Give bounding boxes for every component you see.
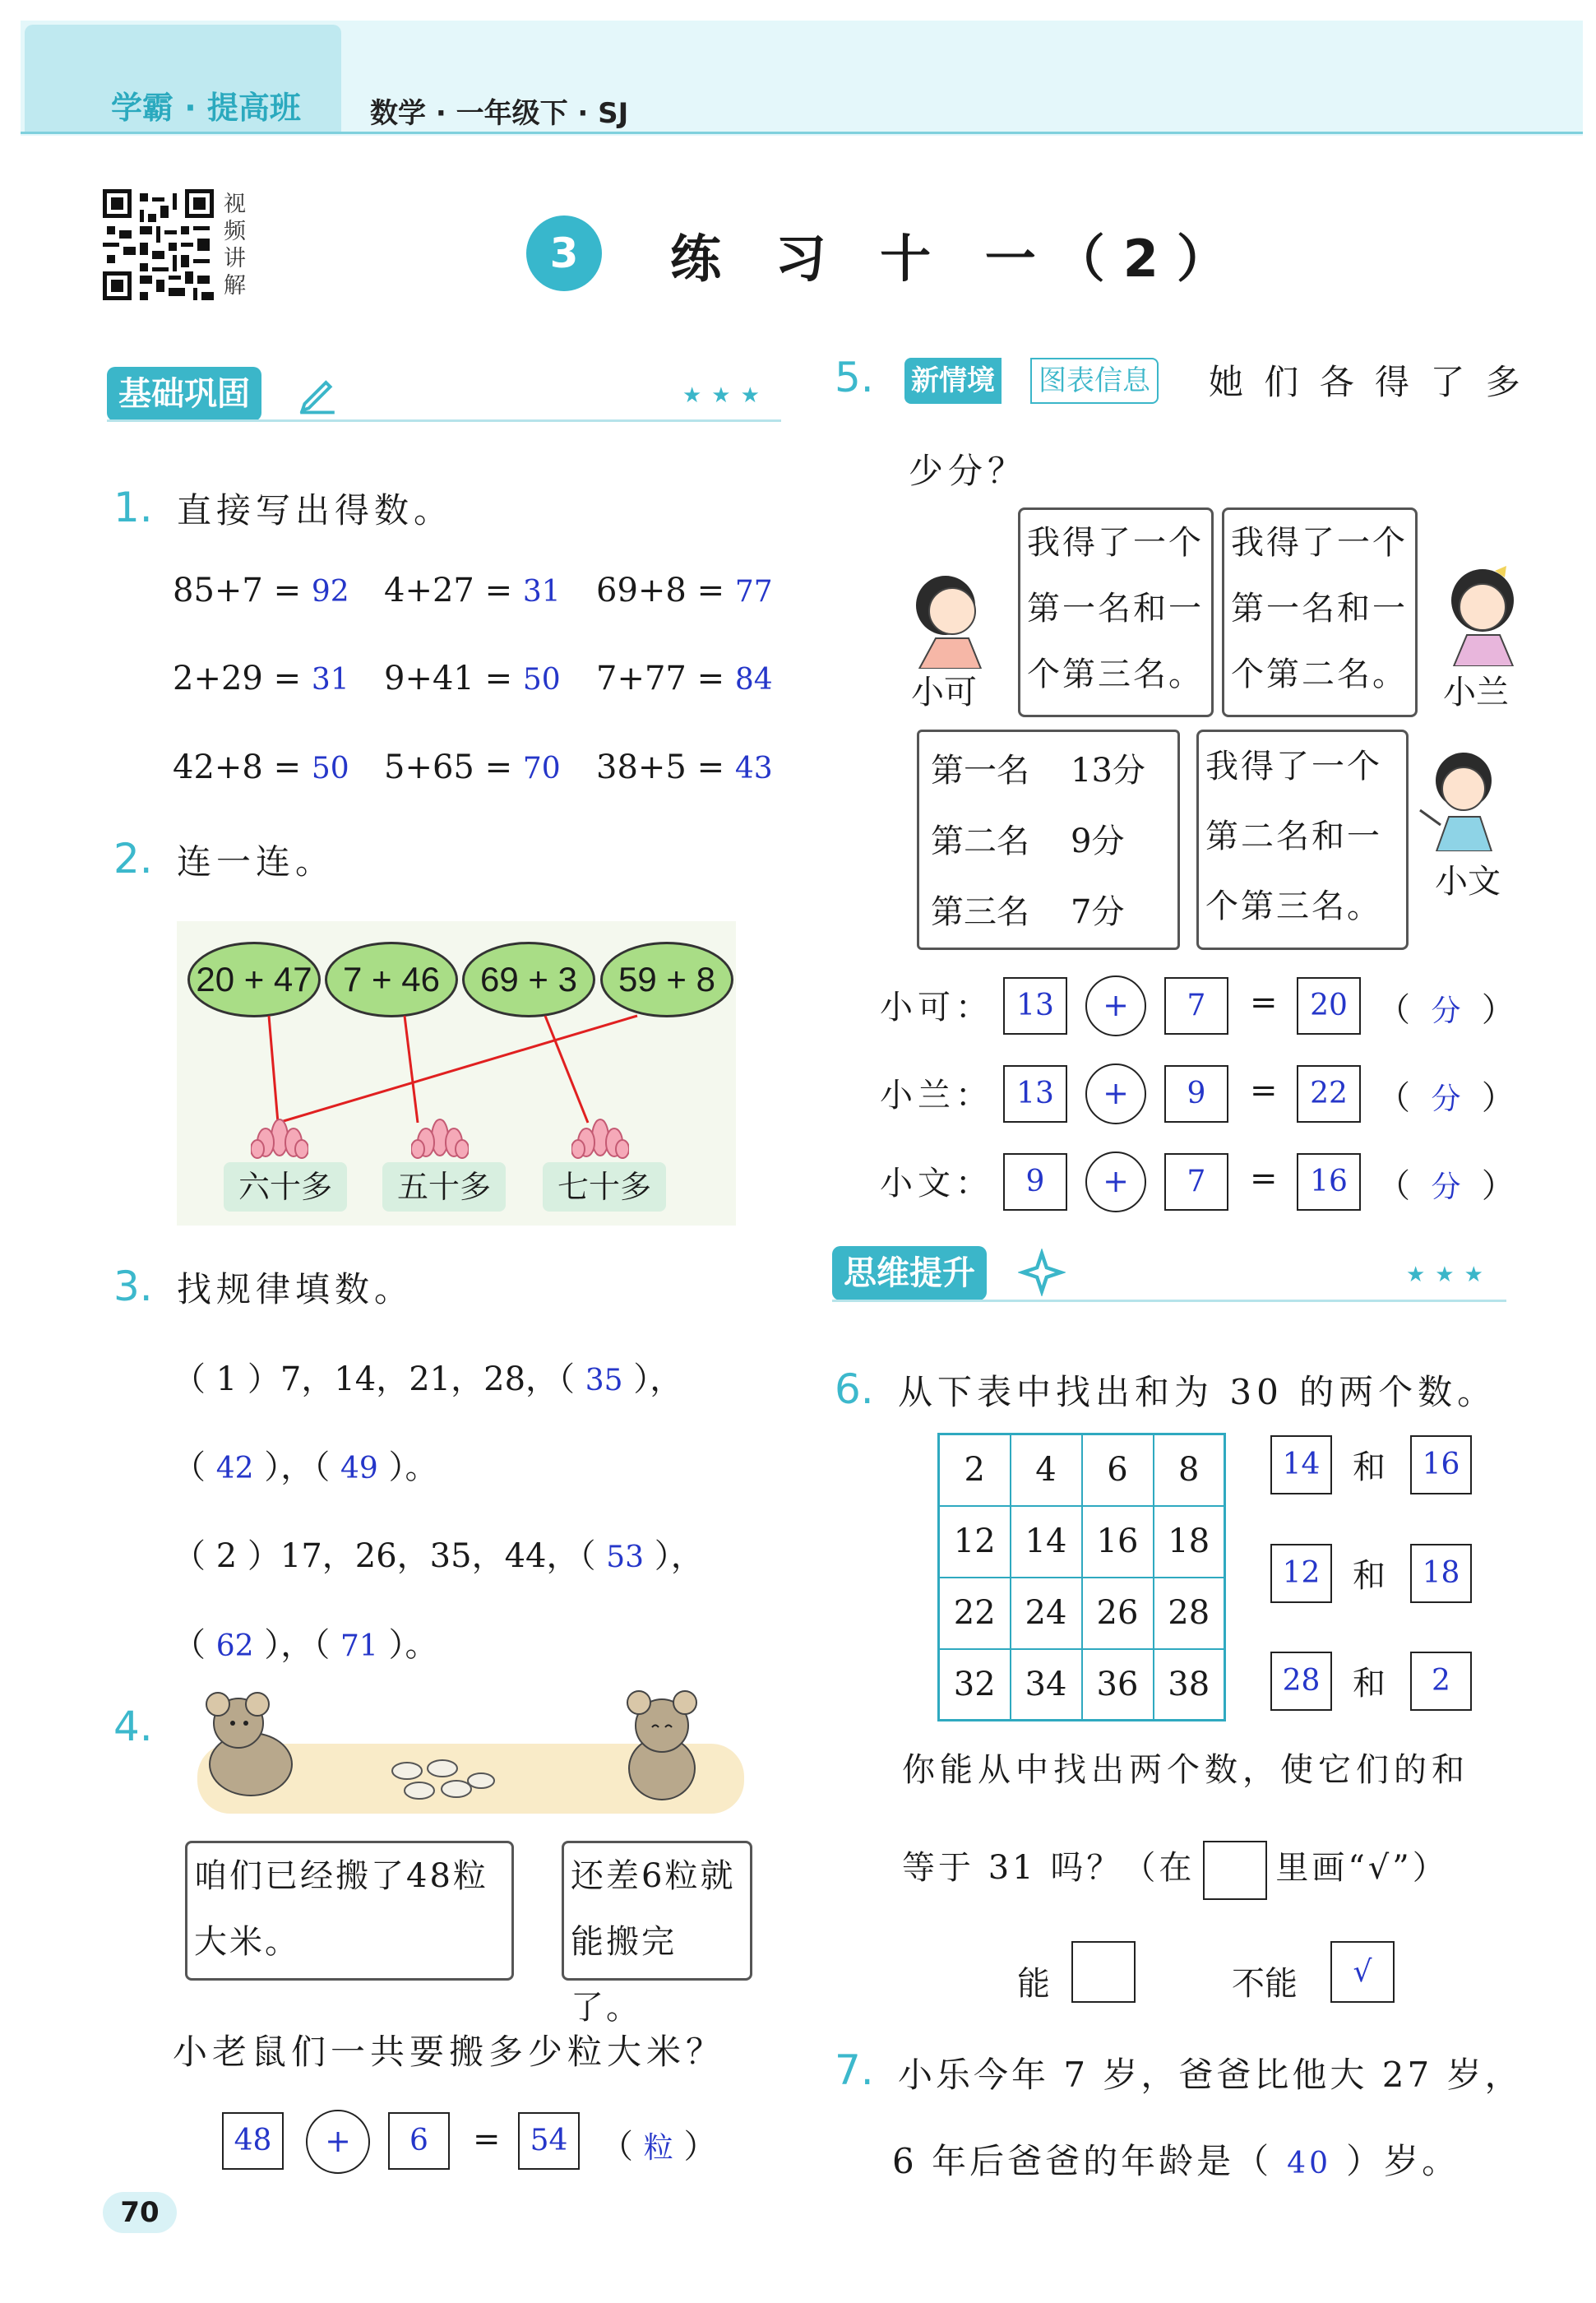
answer-box[interactable]: 9 — [1003, 1153, 1067, 1211]
q4-question: 小老鼠们一共要搬多少粒大米？ — [173, 2032, 726, 2072]
book-subtitle: 数学 · 一年级下 · SJ — [370, 97, 629, 130]
score-row: 第二名 9分 — [931, 822, 1125, 860]
q1-prompt: 直接写出得数。 — [177, 490, 454, 531]
mouse-icon — [193, 1686, 300, 1801]
unit-badge: 3 — [526, 215, 602, 291]
pair-answer-box[interactable]: 28 — [1270, 1652, 1332, 1711]
score-row: 第三名 7分 — [931, 893, 1125, 931]
tag-new-scenario: 新情境 — [904, 358, 1002, 404]
lotus-icon — [251, 1114, 308, 1160]
header-line — [21, 132, 1583, 134]
q1-item: 85+7 = 92 — [173, 572, 349, 609]
unit-paren: （ 分 ） — [1377, 1079, 1515, 1117]
sparkle-star-icon — [1018, 1249, 1066, 1296]
answer-box[interactable]: 9 — [1164, 1065, 1228, 1123]
q7-line2: 6 年后爸爸的年龄是（ 40 ）岁。 — [892, 2141, 1460, 2181]
q3-number: 3. — [113, 1263, 153, 1310]
q7-line1: 小乐今年 7 岁，爸爸比他大 27 岁， — [898, 2055, 1523, 2095]
score-row: 第一名 13分 — [931, 752, 1145, 790]
girl-xiaowen-icon — [1416, 744, 1506, 851]
qr-code-icon[interactable] — [103, 189, 214, 300]
answer-box[interactable]: 7 — [1164, 1153, 1228, 1211]
brand-name: 学霸 · 提高班 — [111, 90, 301, 126]
score-table — [917, 730, 1180, 950]
operator-circle[interactable]: + — [1085, 1063, 1146, 1124]
q5-prompt: 她 们 各 得 了 多 — [1209, 362, 1525, 402]
can-label: 能 — [1017, 1965, 1050, 2003]
target-label[interactable]: 五十多 — [382, 1162, 506, 1212]
number-grid: 2 4 6 8 12 14 16 18 22 24 26 28 32 34 36 38 — [937, 1433, 1226, 1721]
girl-xiaoke-icon — [903, 566, 993, 669]
q1-item: 38+5 = 43 — [596, 748, 773, 786]
speech-bubble-mouse1: 咱们已经搬了48粒 大米。 — [185, 1841, 514, 1981]
kid-name: 小可 — [911, 674, 977, 711]
q1-item: 42+8 = 50 — [173, 748, 349, 786]
difficulty-stars: ★★★ — [1406, 1263, 1493, 1287]
equals-sign: = — [473, 2120, 501, 2158]
q6-prompt: 从下表中找出和为 30 的两个数。 — [898, 1372, 1497, 1412]
q4-operator-circle[interactable]: + — [306, 2110, 370, 2174]
row-label: 小可： — [880, 989, 993, 1026]
line-59+8-to-50s — [278, 1016, 637, 1123]
difficulty-stars: ★★★ — [682, 383, 770, 408]
section-basic-label: 基础巩固 — [107, 367, 261, 421]
equals-sign: = — [1250, 1072, 1278, 1110]
speech-bubble-mouse2: 还差6粒就 能搬完了。 — [562, 1841, 752, 1981]
row-label: 小文： — [880, 1165, 993, 1202]
kid-name: 小兰 — [1443, 674, 1509, 711]
section-thinking-label: 思维提升 — [832, 1246, 987, 1300]
line-20+47-to-60s — [269, 1016, 278, 1123]
q2-prompt: 连一连。 — [177, 841, 335, 882]
can-checkbox[interactable] — [1071, 1941, 1136, 2003]
cannot-checkbox[interactable]: √ — [1330, 1941, 1395, 2003]
q5-number: 5. — [835, 354, 874, 401]
q1-item: 9+41 = 50 — [384, 660, 561, 697]
unit-paren: （ 分 ） — [1377, 991, 1515, 1029]
q1-item: 4+27 = 31 — [384, 572, 561, 609]
q3-part1-line2: （ 42 ），（ 49 ）。 — [173, 1448, 438, 1486]
q4-answer-box[interactable]: 54 — [518, 2112, 580, 2170]
section-thinking-underline — [832, 1300, 1506, 1302]
answer-box[interactable]: 7 — [1164, 977, 1228, 1035]
lotus-icon — [571, 1114, 629, 1160]
q7-number: 7. — [835, 2046, 874, 2094]
operator-circle[interactable]: + — [1085, 1152, 1146, 1212]
pair-answer-box[interactable]: 16 — [1410, 1435, 1472, 1494]
unit-paren: （ 分 ） — [1377, 1167, 1515, 1205]
target-label[interactable]: 七十多 — [543, 1162, 666, 1212]
q4-answer-box[interactable]: 48 — [222, 2112, 284, 2170]
pencil-icon — [296, 372, 339, 415]
speech-bubble-xiaowen: 我得了一个 第二名和一 个第三名。 — [1196, 730, 1409, 950]
q1-item: 5+65 = 70 — [384, 748, 561, 786]
mouse-icon — [613, 1686, 719, 1805]
expr-bubble[interactable]: 20 + 47 — [187, 942, 321, 1017]
target-label[interactable]: 六十多 — [224, 1162, 347, 1212]
q3-part1-line1: （ 1 ）7，14，21，28，（ 35 ）， — [173, 1360, 683, 1398]
kid-name: 小文 — [1435, 863, 1501, 901]
answer-box[interactable]: 16 — [1297, 1153, 1361, 1211]
answer-box[interactable]: 13 — [1003, 977, 1067, 1035]
girl-xiaolan-icon — [1437, 559, 1528, 666]
q1-item: 7+77 = 84 — [596, 660, 773, 697]
and-label: 和 — [1353, 1448, 1386, 1486]
pair-answer-box[interactable]: 18 — [1410, 1544, 1472, 1603]
page-number: 70 — [103, 2192, 177, 2233]
q4-unit: （ 粒 ） — [600, 2128, 717, 2166]
speech-bubble-xiaoke: 我得了一个 第一名和一 个第三名。 — [1018, 507, 1214, 717]
and-label: 和 — [1353, 1557, 1386, 1595]
q3-part2-line1: （ 2 ）17，26，35，44，（ 53 ）， — [173, 1537, 704, 1575]
answer-box[interactable]: 13 — [1003, 1065, 1067, 1123]
page-title: 练 习 十 一（2） — [670, 229, 1246, 289]
pair-answer-box[interactable]: 14 — [1270, 1435, 1332, 1494]
equals-sign: = — [1250, 1160, 1278, 1198]
q6-followup: 你能从中找出两个数，使它们的和 — [902, 1751, 1469, 1789]
q5-prompt-cont: 少分？ — [909, 451, 1028, 491]
pair-answer-box[interactable]: 2 — [1410, 1652, 1472, 1711]
q6-followup-cont: 等于 31 吗？（在 里画“√”） — [902, 1841, 1449, 1900]
lotus-icon — [411, 1114, 469, 1160]
section-basic-underline — [107, 419, 781, 422]
q3-part2-line2: （ 62 ），（ 71 ）。 — [173, 1626, 438, 1664]
speech-bubble-xiaolan: 我得了一个 第一名和一 个第二名。 — [1222, 507, 1418, 717]
q4-number: 4. — [113, 1703, 153, 1750]
q4-answer-box[interactable]: 6 — [388, 2112, 450, 2170]
equals-sign: = — [1250, 984, 1278, 1022]
rice-grains-icon — [386, 1756, 497, 1805]
q1-item: 2+29 = 31 — [173, 660, 349, 697]
tag-chart-info: 图表信息 — [1030, 358, 1159, 404]
q1-item: 69+8 = 77 — [596, 572, 773, 609]
row-label: 小兰： — [880, 1077, 993, 1114]
answer-box[interactable]: 22 — [1297, 1065, 1361, 1123]
expr-bubble[interactable]: 69 + 3 — [462, 942, 595, 1017]
answer-box[interactable]: 20 — [1297, 977, 1361, 1035]
q3-prompt: 找规律填数。 — [177, 1269, 414, 1309]
expr-bubble[interactable]: 7 + 46 — [325, 942, 458, 1017]
q1-number: 1. — [113, 484, 153, 531]
expr-bubble[interactable]: 59 + 8 — [600, 942, 733, 1017]
q6-number: 6. — [835, 1365, 874, 1413]
qr-label: 视频讲解 — [224, 192, 246, 299]
operator-circle[interactable]: + — [1085, 975, 1146, 1036]
line-7+46-to-50s — [405, 1016, 418, 1123]
pair-answer-box[interactable]: 12 — [1270, 1544, 1332, 1603]
q2-number: 2. — [113, 835, 153, 883]
cannot-label: 不能 — [1232, 1965, 1298, 2003]
and-label: 和 — [1353, 1665, 1386, 1703]
